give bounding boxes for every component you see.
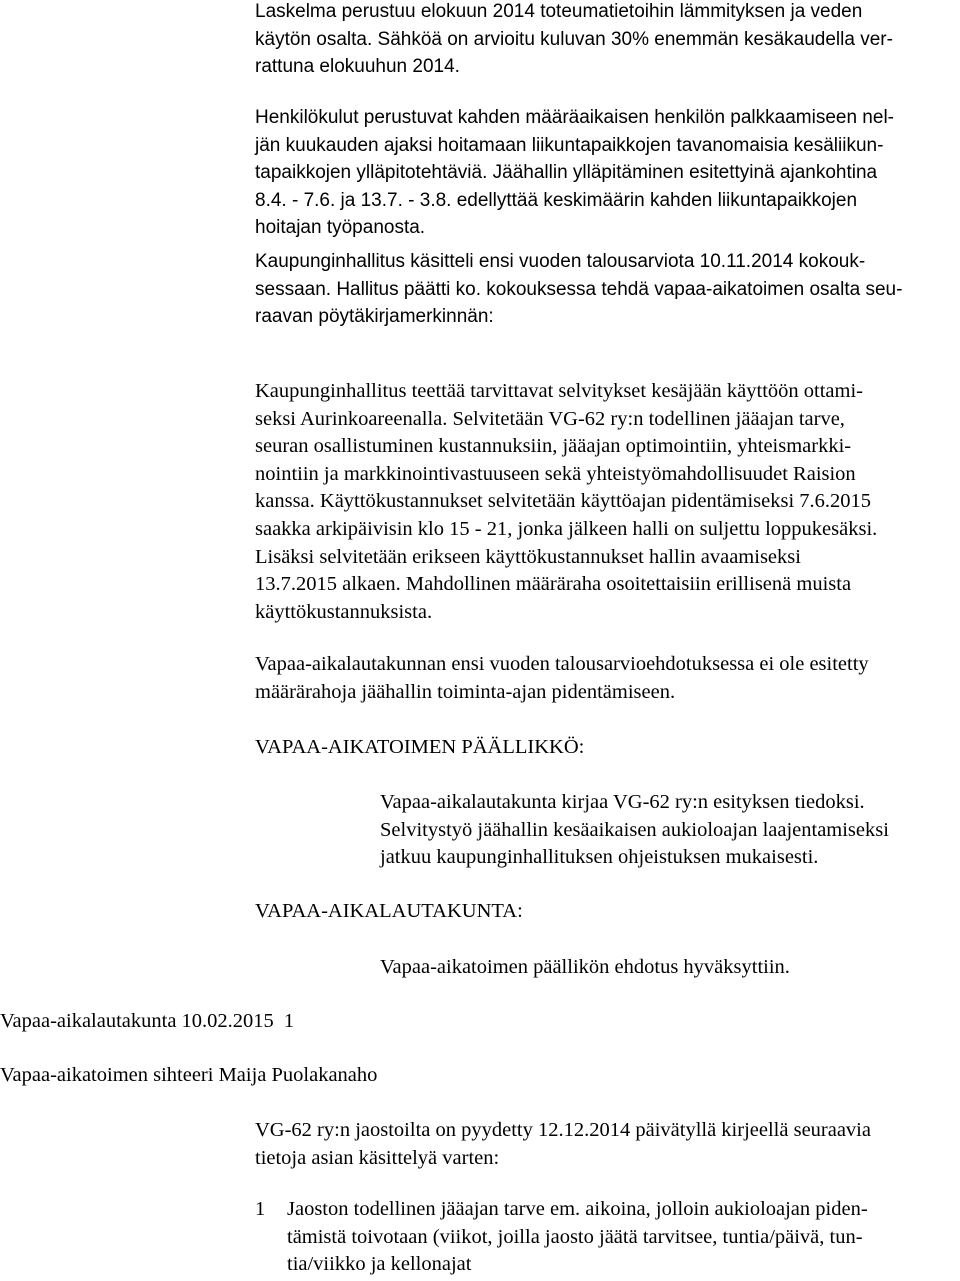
text-line: tia/viikko ja kellonajat [287,1253,472,1276]
text-line: Lisäksi selvitetään erikseen käyttökustannukset hallin avaamiseksi [255,545,801,568]
text-line: Kaupunginhallitus käsitteli ensi vuoden talousarviota 10.11.2014 kokouk- [255,251,866,272]
heading-director [255,734,584,762]
paragraph-staff-costs [255,104,894,242]
text-line: 13.7.2015 alkaen. Mahdollinen määräraha osoitettaisiin erillisenä muista [255,573,852,596]
heading-board [255,898,523,926]
text-line: tietoja asian käsittelyä varten: [255,1146,500,1169]
meeting-reference-number: 1 [283,1010,295,1032]
text-line: saakka arkipäivisin klo 15 - 21, jonka jälkeen halli on suljettu loppukesäksi. [255,517,878,540]
text-line: jatkuu kaupunginhallituksen ohjeistuksen mukaisesti. [380,846,819,869]
paragraph-energy-calculation [255,0,893,81]
text-line: seuran osallistuminen kustannuksiin, jääajan optimointiin, yhteismarkki- [255,435,852,458]
paragraph-board-minutes [255,378,877,626]
text-line: hoitajan työpanosta. [255,217,426,239]
text-line: Kaupunginhallitus teettää tarvittavat selvitykset kesäjään käyttöön ottami- [255,380,863,402]
text-line: Laskelma perustuu elokuun 2014 toteumatietoihin lämmityksen ja veden [255,1,863,22]
text-line: Jaoston todellinen jääajan tarve em. aikoina, jolloin aukioloajan piden- [287,1198,868,1220]
meeting-reference [0,1008,294,1036]
request-intro [255,1117,871,1172]
text-line: tapaikkojen ylläpitotehtäviä. Jäähallin ylläpitäminen esitettyinä ajankohtina [255,162,878,184]
text-line: Henkilökulut perustuvat kahden määräaikaisen henkilön palkkaamiseen nel- [255,107,894,128]
paragraph-city-board [255,248,902,331]
text-line: seksi Aurinkoareenalla. Selvitetään VG-62 ry:n todellinen jääajan tarve, [255,407,845,430]
heading-text: VAPAA-AIKALAUTAKUNTA: [255,900,523,922]
heading-text: VAPAA-AIKATOIMEN PÄÄLLIKKÖ: [255,736,585,758]
text-line: VG-62 ry:n jaostoilta on pyydetty 12.12.2014 päivätyllä kirjeellä seuraavia [255,1119,871,1141]
text-line: käytön osalta. Sähköä on arvioitu kuluvan 30% enemmän kesäkaudella ver- [255,28,893,50]
text-line: nointiin ja markkinointivastuuseen sekä yhteistyömahdollisuudet Raision [255,462,856,485]
list-item-text [287,1196,868,1279]
proposal-text [380,789,889,872]
text-line: määrärahoja jäähallin toiminta-ajan pidentämiseen. [255,680,676,703]
text-line: 8.4. - 7.6. ja 13.7. - 3.8. edellyttää keskimäärin kahden liikuntapaikkojen [255,189,858,211]
text-line: Vapaa-aikatoimen päällikön ehdotus hyväksyttiin. [380,956,790,978]
list-item-number: 1 [255,1198,266,1220]
text-line: käyttökustannuksista. [255,600,433,623]
text-line: jän kuukauden ajaksi hoitamaan liikuntapaikkojen tavanomaisia kesäliikun- [255,134,884,156]
text-line: tämistä toivotaan (viikot, joilla jaosto jäätä tarvitsee, tuntia/päivä, tun- [287,1225,863,1248]
secretary-name: Vapaa-aikatoimen sihteeri Maija Puolakanaho [0,1064,378,1086]
meeting-reference-label: Vapaa-aikalautakunta 10.02.2015 [0,1010,274,1032]
text-line: Vapaa-aikalautakunta kirjaa VG-62 ry:n esityksen tiedoksi. [380,791,865,813]
text-line: kanssa. Käyttökustannukset selvitetään käyttöajan pidentämiseksi 7.6.2015 [255,490,872,513]
text-line: Selvitystyö jäähallin kesäaikaisen aukioloajan laajentamiseksi [380,818,889,841]
text-line: rattuna elokuuhun 2014. [255,56,460,78]
text-line: Vapaa-aikalautakunnan ensi vuoden talousarvioehdotuksessa ei ole esitetty [255,653,869,675]
decision-text [380,954,790,982]
secretary-signature-line [0,1062,377,1090]
text-line: raavan pöytäkirjamerkinnän: [255,306,494,328]
paragraph-budget-proposal [255,651,869,706]
text-line: sessaan. Hallitus päätti ko. kokouksessa tehdä vapaa-aikatoimen osalta seu- [255,278,903,300]
